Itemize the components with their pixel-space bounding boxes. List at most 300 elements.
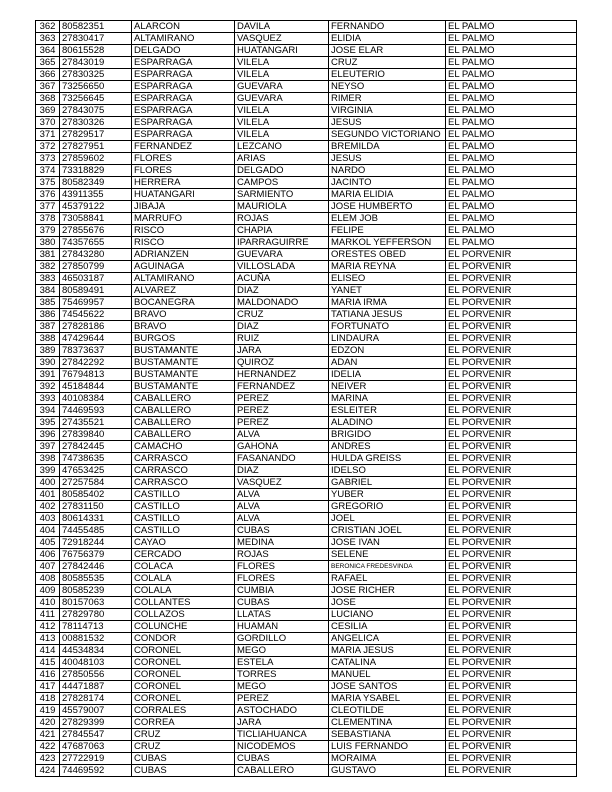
given-names-cell: MANUEL <box>329 669 446 681</box>
maternal-surname-cell: PEREZ <box>235 405 329 417</box>
dni-cell: 80585402 <box>60 489 132 501</box>
locality-cell: EL PORVENIR <box>446 321 577 333</box>
paternal-surname-cell: CAYAO <box>132 537 235 549</box>
paternal-surname-cell: ESPARRAGA <box>132 117 235 129</box>
maternal-surname-cell: HERNANDEZ <box>235 369 329 381</box>
locality-cell: EL PALMO <box>446 201 577 213</box>
table-row <box>36 21 577 33</box>
dni-cell: 40048103 <box>60 657 132 669</box>
paternal-surname-cell: CORONEL <box>132 645 235 657</box>
paternal-surname-cell: ESPARRAGA <box>132 57 235 69</box>
given-names-cell: BREMILDA <box>329 141 446 153</box>
row-number-cell: 405 <box>36 537 60 549</box>
given-names-cell: RAFAEL <box>329 573 446 585</box>
row-number-cell: 393 <box>36 393 60 405</box>
given-names-cell: CRUZ <box>329 57 446 69</box>
given-names-cell: JACINTO <box>329 177 446 189</box>
row-number-cell: 388 <box>36 333 60 345</box>
given-names-cell: RIMER <box>329 93 446 105</box>
given-names-cell: EDZON <box>329 345 446 357</box>
row-number-cell: 367 <box>36 81 60 93</box>
table-row <box>36 357 577 369</box>
table-row <box>36 633 577 645</box>
given-names-cell: YUBER <box>329 489 446 501</box>
locality-cell: EL PALMO <box>446 213 577 225</box>
locality-cell: EL PALMO <box>446 81 577 93</box>
locality-cell: EL PORVENIR <box>446 525 577 537</box>
locality-cell: EL PORVENIR <box>446 741 577 753</box>
paternal-surname-cell: CASTILLO <box>132 513 235 525</box>
given-names-cell: SEGUNDO VICTORIANO <box>329 129 446 141</box>
locality-cell: EL PORVENIR <box>446 633 577 645</box>
given-names-cell: IDELIA <box>329 369 446 381</box>
row-number-cell: 424 <box>36 765 60 777</box>
row-number-cell: 418 <box>36 693 60 705</box>
paternal-surname-cell: FLORES <box>132 153 235 165</box>
given-names-cell: FERNANDO <box>329 21 446 33</box>
table-row <box>36 705 577 717</box>
paternal-surname-cell: CORONEL <box>132 681 235 693</box>
table-row <box>36 441 577 453</box>
row-number-cell: 423 <box>36 753 60 765</box>
locality-cell: EL PALMO <box>446 33 577 45</box>
row-number-cell: 378 <box>36 213 60 225</box>
dni-cell: 78373637 <box>60 345 132 357</box>
table-row <box>36 285 577 297</box>
table-row <box>36 165 577 177</box>
dni-cell: 80585239 <box>60 585 132 597</box>
row-number-cell: 365 <box>36 57 60 69</box>
table-row <box>36 717 577 729</box>
paternal-surname-cell: CABALLERO <box>132 429 235 441</box>
table-row <box>36 417 577 429</box>
row-number-cell: 401 <box>36 489 60 501</box>
row-number-cell: 399 <box>36 465 60 477</box>
dni-cell: 27842292 <box>60 357 132 369</box>
paternal-surname-cell: ESPARRAGA <box>132 93 235 105</box>
row-number-cell: 390 <box>36 357 60 369</box>
dni-cell: 43911355 <box>60 189 132 201</box>
table-row <box>36 333 577 345</box>
table-row <box>36 237 577 249</box>
given-names-cell: MARIA ELIDIA <box>329 189 446 201</box>
paternal-surname-cell: HUATANGARI <box>132 189 235 201</box>
table-row <box>36 57 577 69</box>
table-row <box>36 609 577 621</box>
maternal-surname-cell: VILELA <box>235 57 329 69</box>
row-number-cell: 397 <box>36 441 60 453</box>
paternal-surname-cell: CABALLERO <box>132 405 235 417</box>
paternal-surname-cell: ESPARRAGA <box>132 129 235 141</box>
row-number-cell: 398 <box>36 453 60 465</box>
paternal-surname-cell: BUSTAMANTE <box>132 357 235 369</box>
table-row <box>36 501 577 513</box>
row-number-cell: 381 <box>36 249 60 261</box>
maternal-surname-cell: QUIROZ <box>235 357 329 369</box>
paternal-surname-cell: ALVAREZ <box>132 285 235 297</box>
given-names-cell: ELEM JOB <box>329 213 446 225</box>
row-number-cell: 411 <box>36 609 60 621</box>
maternal-surname-cell: VILELA <box>235 105 329 117</box>
given-names-cell: ELISEO <box>329 273 446 285</box>
maternal-surname-cell: ACUÑA <box>235 273 329 285</box>
table-row <box>36 729 577 741</box>
row-number-cell: 404 <box>36 525 60 537</box>
dni-cell: 27830326 <box>60 117 132 129</box>
paternal-surname-cell: CORREA <box>132 717 235 729</box>
dni-cell: 80589491 <box>60 285 132 297</box>
locality-cell: EL PALMO <box>446 153 577 165</box>
paternal-surname-cell: CAMACHO <box>132 441 235 453</box>
paternal-surname-cell: BRAVO <box>132 321 235 333</box>
dni-cell: 27830325 <box>60 69 132 81</box>
paternal-surname-cell: DELGADO <box>132 45 235 57</box>
maternal-surname-cell: RUIZ <box>235 333 329 345</box>
paternal-surname-cell: CORRALES <box>132 705 235 717</box>
locality-cell: EL PORVENIR <box>446 273 577 285</box>
locality-cell: EL PALMO <box>446 165 577 177</box>
table-row <box>36 405 577 417</box>
paternal-surname-cell: CABALLERO <box>132 417 235 429</box>
dni-cell: 27827951 <box>60 141 132 153</box>
maternal-surname-cell: GAHONA <box>235 441 329 453</box>
given-names-cell: ALADINO <box>329 417 446 429</box>
maternal-surname-cell: ALVA <box>235 513 329 525</box>
table-row <box>36 117 577 129</box>
locality-cell: EL PALMO <box>446 129 577 141</box>
locality-cell: EL PORVENIR <box>446 465 577 477</box>
maternal-surname-cell: ROJAS <box>235 549 329 561</box>
locality-cell: EL PORVENIR <box>446 417 577 429</box>
dni-cell: 75469957 <box>60 297 132 309</box>
table-row <box>36 393 577 405</box>
table-row <box>36 213 577 225</box>
locality-cell: EL PORVENIR <box>446 249 577 261</box>
maternal-surname-cell: GUEVARA <box>235 249 329 261</box>
row-number-cell: 366 <box>36 69 60 81</box>
maternal-surname-cell: FASANANDO <box>235 453 329 465</box>
given-names-cell: SELENE <box>329 549 446 561</box>
maternal-surname-cell: HUAMAN <box>235 621 329 633</box>
dni-cell: 27842445 <box>60 441 132 453</box>
maternal-surname-cell: GUEVARA <box>235 81 329 93</box>
given-names-cell: IDELSO <box>329 465 446 477</box>
paternal-surname-cell: AGUINAGA <box>132 261 235 273</box>
row-number-cell: 403 <box>36 513 60 525</box>
dni-cell: 27829780 <box>60 609 132 621</box>
dni-cell: 27722919 <box>60 753 132 765</box>
table-row <box>36 741 577 753</box>
locality-cell: EL PORVENIR <box>446 585 577 597</box>
maternal-surname-cell: ASTOCHADO <box>235 705 329 717</box>
paternal-surname-cell: MARRUFO <box>132 213 235 225</box>
dni-cell: 27850556 <box>60 669 132 681</box>
row-number-cell: 387 <box>36 321 60 333</box>
row-number-cell: 406 <box>36 549 60 561</box>
row-number-cell: 415 <box>36 657 60 669</box>
given-names-cell: CATALINA <box>329 657 446 669</box>
table-row <box>36 105 577 117</box>
locality-cell: EL PORVENIR <box>446 501 577 513</box>
maternal-surname-cell: CAMPOS <box>235 177 329 189</box>
row-number-cell: 422 <box>36 741 60 753</box>
row-number-cell: 407 <box>36 561 60 573</box>
given-names-cell: JOEL <box>329 513 446 525</box>
table-row <box>36 381 577 393</box>
row-number-cell: 363 <box>36 33 60 45</box>
locality-cell: EL PORVENIR <box>446 357 577 369</box>
dni-cell: 80585535 <box>60 573 132 585</box>
given-names-cell: JOSE ELAR <box>329 45 446 57</box>
table-row <box>36 93 577 105</box>
dni-cell: 44471887 <box>60 681 132 693</box>
table-row <box>36 765 577 777</box>
maternal-surname-cell: CUBAS <box>235 753 329 765</box>
maternal-surname-cell: SARMIENTO <box>235 189 329 201</box>
locality-cell: EL PORVENIR <box>446 453 577 465</box>
row-number-cell: 383 <box>36 273 60 285</box>
given-names-cell: MARIA IRMA <box>329 297 446 309</box>
maternal-surname-cell: PEREZ <box>235 393 329 405</box>
given-names-cell: GUSTAVO <box>329 765 446 777</box>
table-row <box>36 621 577 633</box>
maternal-surname-cell: MAURIOLA <box>235 201 329 213</box>
table-row <box>36 753 577 765</box>
locality-cell: EL PORVENIR <box>446 597 577 609</box>
table-row <box>36 693 577 705</box>
given-names-cell: JESUS <box>329 153 446 165</box>
given-names-cell: ANGELICA <box>329 633 446 645</box>
dni-cell: 47429644 <box>60 333 132 345</box>
dni-cell: 45579007 <box>60 705 132 717</box>
maternal-surname-cell: TORRES <box>235 669 329 681</box>
locality-cell: EL PORVENIR <box>446 477 577 489</box>
dni-cell: 27829399 <box>60 717 132 729</box>
maternal-surname-cell: DELGADO <box>235 165 329 177</box>
paternal-surname-cell: ALTAMIRANO <box>132 273 235 285</box>
maternal-surname-cell: CUBAS <box>235 525 329 537</box>
given-names-cell: MARINA <box>329 393 446 405</box>
locality-cell: EL PORVENIR <box>446 561 577 573</box>
maternal-surname-cell: DIAZ <box>235 321 329 333</box>
given-names-cell: CLEMENTINA <box>329 717 446 729</box>
given-names-cell: BRIGIDO <box>329 429 446 441</box>
given-names-cell: ORESTES OBED <box>329 249 446 261</box>
dni-cell: 80157063 <box>60 597 132 609</box>
given-names-cell: MORAIMA <box>329 753 446 765</box>
given-names-cell: ESLEITER <box>329 405 446 417</box>
table-row <box>36 189 577 201</box>
locality-cell: EL PORVENIR <box>446 705 577 717</box>
row-number-cell: 412 <box>36 621 60 633</box>
dni-cell: 27829517 <box>60 129 132 141</box>
paternal-surname-cell: COLUNCHE <box>132 621 235 633</box>
row-number-cell: 373 <box>36 153 60 165</box>
paternal-surname-cell: CORONEL <box>132 693 235 705</box>
locality-cell: EL PORVENIR <box>446 693 577 705</box>
paternal-surname-cell: CARRASCO <box>132 477 235 489</box>
locality-cell: EL PORVENIR <box>446 345 577 357</box>
dni-cell: 27828174 <box>60 693 132 705</box>
table-row <box>36 201 577 213</box>
paternal-surname-cell: ESPARRAGA <box>132 81 235 93</box>
table-row <box>36 465 577 477</box>
dni-cell: 45184844 <box>60 381 132 393</box>
dni-cell: 45379122 <box>60 201 132 213</box>
dni-cell: 27831150 <box>60 501 132 513</box>
locality-cell: EL PORVENIR <box>446 657 577 669</box>
paternal-surname-cell: CONDOR <box>132 633 235 645</box>
dni-cell: 76756379 <box>60 549 132 561</box>
paternal-surname-cell: ESPARRAGA <box>132 69 235 81</box>
maternal-surname-cell: DAVILA <box>235 21 329 33</box>
given-names-cell: JOSE RICHER <box>329 585 446 597</box>
table-row <box>36 369 577 381</box>
row-number-cell: 394 <box>36 405 60 417</box>
given-names-cell: FELIPE <box>329 225 446 237</box>
dni-cell: 27850799 <box>60 261 132 273</box>
table-row <box>36 645 577 657</box>
locality-cell: EL PORVENIR <box>446 429 577 441</box>
table-row <box>36 249 577 261</box>
maternal-surname-cell: IPARRAGUIRRE <box>235 237 329 249</box>
locality-cell: EL PALMO <box>446 177 577 189</box>
dni-cell: 80614331 <box>60 513 132 525</box>
table-row <box>36 45 577 57</box>
row-number-cell: 372 <box>36 141 60 153</box>
given-names-cell: VIRGINIA <box>329 105 446 117</box>
locality-cell: EL PORVENIR <box>446 285 577 297</box>
row-number-cell: 374 <box>36 165 60 177</box>
table-row <box>36 129 577 141</box>
table-row <box>36 141 577 153</box>
locality-cell: EL PORVENIR <box>446 309 577 321</box>
paternal-surname-cell: CUBAS <box>132 765 235 777</box>
locality-cell: EL PALMO <box>446 93 577 105</box>
dni-cell: 73058841 <box>60 213 132 225</box>
row-number-cell: 410 <box>36 597 60 609</box>
paternal-surname-cell: ESPARRAGA <box>132 105 235 117</box>
maternal-surname-cell: MEDINA <box>235 537 329 549</box>
maternal-surname-cell: VASQUEZ <box>235 477 329 489</box>
locality-cell: EL PORVENIR <box>446 609 577 621</box>
paternal-surname-cell: COLLAZOS <box>132 609 235 621</box>
dni-cell: 74357655 <box>60 237 132 249</box>
table-row <box>36 681 577 693</box>
maternal-surname-cell: MALDONADO <box>235 297 329 309</box>
table-row <box>36 669 577 681</box>
table-row <box>36 549 577 561</box>
paternal-surname-cell: CARRASCO <box>132 453 235 465</box>
row-number-cell: 377 <box>36 201 60 213</box>
row-number-cell: 376 <box>36 189 60 201</box>
maternal-surname-cell: LEZCANO <box>235 141 329 153</box>
maternal-surname-cell: FERNANDEZ <box>235 381 329 393</box>
locality-cell: EL PORVENIR <box>446 261 577 273</box>
maternal-surname-cell: VILELA <box>235 117 329 129</box>
paternal-surname-cell: CORONEL <box>132 657 235 669</box>
maternal-surname-cell: JARA <box>235 717 329 729</box>
maternal-surname-cell: TICLIAHUANCA <box>235 729 329 741</box>
given-names-cell: ANDRES <box>329 441 446 453</box>
given-names-cell: YANET <box>329 285 446 297</box>
maternal-surname-cell: CRUZ <box>235 309 329 321</box>
dni-cell: 73256645 <box>60 93 132 105</box>
paternal-surname-cell: CRUZ <box>132 741 235 753</box>
given-names-cell: MARIA JESUS <box>329 645 446 657</box>
dni-cell: 80615528 <box>60 45 132 57</box>
row-number-cell: 417 <box>36 681 60 693</box>
given-names-cell: ELIDIA <box>329 33 446 45</box>
row-number-cell: 402 <box>36 501 60 513</box>
locality-cell: EL PALMO <box>446 21 577 33</box>
table-row <box>36 525 577 537</box>
maternal-surname-cell: ALVA <box>235 429 329 441</box>
dni-cell: 27843019 <box>60 57 132 69</box>
row-number-cell: 413 <box>36 633 60 645</box>
roster-table-body <box>36 21 577 777</box>
given-names-cell: LUIS FERNANDO <box>329 741 446 753</box>
maternal-surname-cell: ALVA <box>235 489 329 501</box>
given-names-cell: LINDAURA <box>329 333 446 345</box>
table-row <box>36 309 577 321</box>
table-row <box>36 297 577 309</box>
maternal-surname-cell: NICODEMOS <box>235 741 329 753</box>
maternal-surname-cell: VILELA <box>235 69 329 81</box>
given-names-cell: ADAN <box>329 357 446 369</box>
dni-cell: 27855676 <box>60 225 132 237</box>
maternal-surname-cell: FLORES <box>235 561 329 573</box>
maternal-surname-cell: VILELA <box>235 129 329 141</box>
paternal-surname-cell: CASTILLO <box>132 525 235 537</box>
row-number-cell: 370 <box>36 117 60 129</box>
row-number-cell: 385 <box>36 297 60 309</box>
locality-cell: EL PALMO <box>446 117 577 129</box>
row-number-cell: 369 <box>36 105 60 117</box>
maternal-surname-cell: GORDILLO <box>235 633 329 645</box>
paternal-surname-cell: FLORES <box>132 165 235 177</box>
maternal-surname-cell: PEREZ <box>235 417 329 429</box>
row-number-cell: 391 <box>36 369 60 381</box>
dni-cell: 74469593 <box>60 405 132 417</box>
paternal-surname-cell: BUSTAMANTE <box>132 369 235 381</box>
locality-cell: EL PALMO <box>446 237 577 249</box>
dni-cell: 27843280 <box>60 249 132 261</box>
paternal-surname-cell: COLALA <box>132 573 235 585</box>
row-number-cell: 380 <box>36 237 60 249</box>
locality-cell: EL PALMO <box>446 45 577 57</box>
dni-cell: 27257584 <box>60 477 132 489</box>
maternal-surname-cell: CHAPIA <box>235 225 329 237</box>
maternal-surname-cell: VASQUEZ <box>235 33 329 45</box>
locality-cell: EL PORVENIR <box>446 753 577 765</box>
locality-cell: EL PALMO <box>446 189 577 201</box>
locality-cell: EL PALMO <box>446 141 577 153</box>
dni-cell: 74455485 <box>60 525 132 537</box>
table-row <box>36 261 577 273</box>
table-row <box>36 597 577 609</box>
given-names-cell: MARKOL YEFFERSON <box>329 237 446 249</box>
given-names-cell: CESILIA <box>329 621 446 633</box>
given-names-cell: MARIA YSABEL <box>329 693 446 705</box>
paternal-surname-cell: CABALLERO <box>132 393 235 405</box>
row-number-cell: 375 <box>36 177 60 189</box>
table-row <box>36 561 577 573</box>
maternal-surname-cell: CABALLERO <box>235 765 329 777</box>
row-number-cell: 362 <box>36 21 60 33</box>
given-names-cell: JOSE IVAN <box>329 537 446 549</box>
locality-cell: EL PORVENIR <box>446 513 577 525</box>
